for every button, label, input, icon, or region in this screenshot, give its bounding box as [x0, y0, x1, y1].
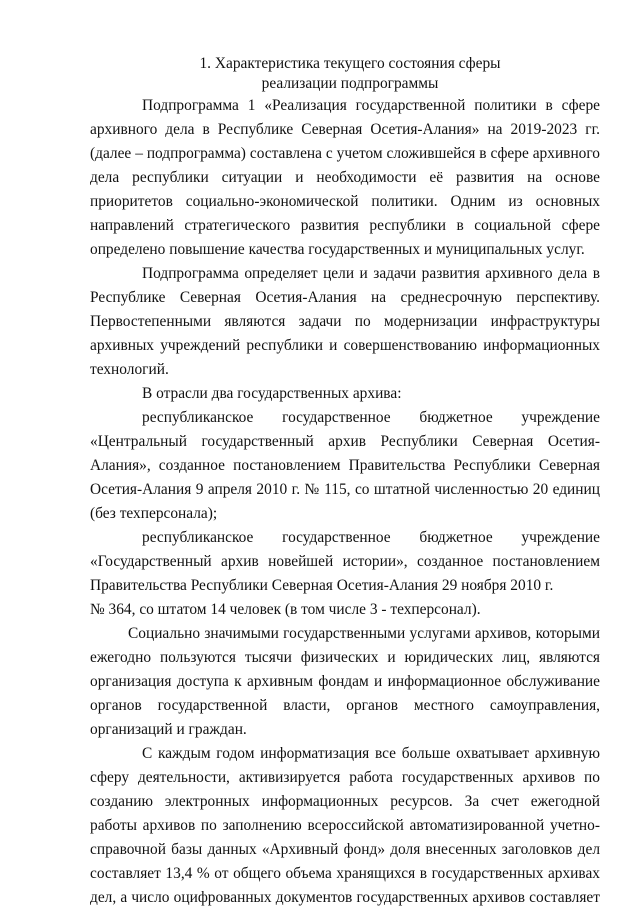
text-line: архивного дела в Республике Северная Осетия-Алания» на 2019-2023 гг. [90, 121, 600, 138]
text-line: республиканское государственное бюджетное учреждение [142, 409, 600, 426]
text-line: № 364, со штатом 14 человек (в том числе 3 - техперсонал). [90, 601, 481, 618]
text-line: составляет 13,4 % от общего объема хранящихся в государственных архивах [90, 865, 600, 882]
text-line: Первостепенными являются задачи по модернизации инфраструктуры [90, 313, 600, 330]
text-line: Алания», созданное постановлением Правительства Республики Северная [90, 457, 600, 474]
text-line: технологий. [90, 361, 169, 378]
text-line: направлений стратегического развития республики в социальной сфере [90, 217, 600, 234]
section-heading-line-1: 1. Характеристика текущего состояния сферы [199, 55, 501, 72]
text-line: республиканское государственное бюджетное учреждение [142, 529, 600, 546]
text-line: органов государственной власти, органов местного самоуправления, [90, 697, 600, 714]
text-line: ежегодно пользуются тысячи физических и юридических лиц, являются [90, 649, 600, 666]
text-line: работы архивов по заполнению всероссийской автоматизированной учетно- [90, 817, 600, 834]
text-line: С каждым годом информатизация все больше охватывает архивную [142, 745, 600, 762]
text-line: созданию электронных информационных ресурсов. За счет ежегодной [90, 793, 600, 810]
text-line: В отрасли два государственных архива: [142, 385, 402, 402]
text-line: Осетия-Алания 9 апреля 2010 г. № 115, со штатной численностью 20 единиц [90, 481, 600, 498]
text-line: Подпрограмма определяет цели и задачи развития архивного дела в [142, 265, 600, 282]
text-line: организаций и граждан. [90, 721, 247, 738]
text-line: Правительства Республики Северная Осетия-Алания 29 ноября 2010 г. [90, 577, 554, 594]
text-line: архивных учреждений республики и совершенствованию информационных [90, 337, 600, 354]
text-line: Республике Северная Осетия-Алания на среднесрочную перспективу. [90, 289, 600, 306]
text-line: приоритетов социально-экономической политики. Одним из основных [90, 193, 600, 210]
text-line: справочной базы данных «Архивный фонд» доля внесенных заголовков дел [90, 841, 600, 858]
text-line: дела республики ситуации и необходимости её развития на основе [90, 169, 600, 186]
section-heading-line-2: реализации подпрограммы [261, 75, 439, 92]
text-line: дел, а число оцифрованных документов государственных архивов составляет [90, 889, 600, 906]
text-line: определено повышение качества государственных и муниципальных услуг. [90, 241, 585, 258]
text-line: «Центральный государственный архив Республики Северная Осетия- [90, 433, 600, 450]
text-line: (без техперсонала); [90, 505, 218, 522]
section-heading [100, 54, 600, 94]
text-line: Социально значимыми государственными услугами архивов, которыми [128, 625, 600, 642]
text-line: организация доступа к архивным фондам и информационное обслуживание [90, 673, 600, 690]
text-line: сферу деятельности, активизируется работа государственных архивов по [90, 769, 600, 786]
text-line: Подпрограмма 1 «Реализация государственной политики в сфере [142, 97, 600, 114]
text-line: (далее – подпрограмма) составлена с учетом сложившейся в сфере архивного [90, 145, 600, 162]
text-line: «Государственный архив новейшей истории», созданное постановлением [90, 553, 600, 570]
